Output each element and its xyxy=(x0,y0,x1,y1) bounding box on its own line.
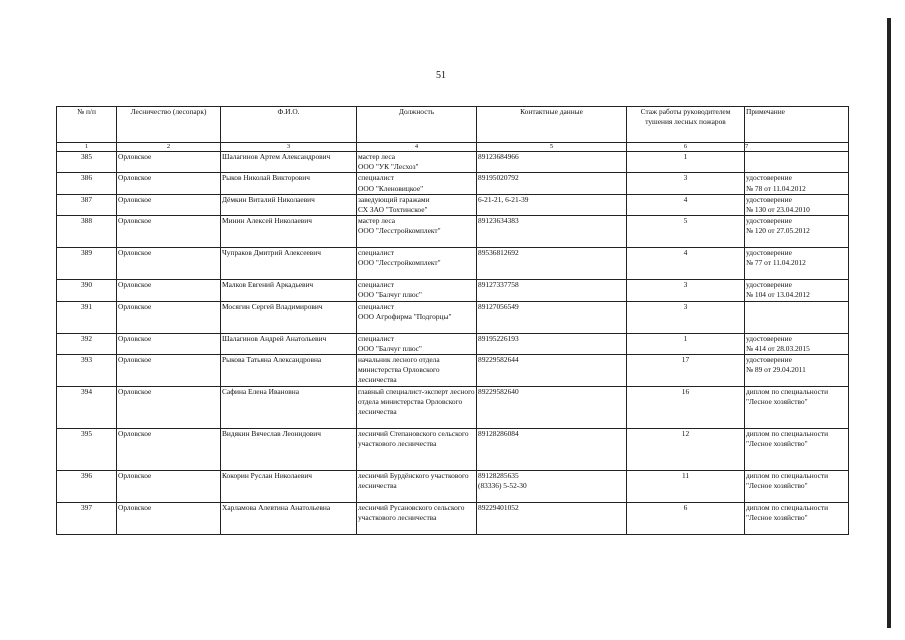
row-number: 392 xyxy=(57,333,117,354)
table-row xyxy=(57,152,849,173)
note-cell: удостоверение № 414 от 28.03.2015 xyxy=(745,333,849,354)
forestry-cell: Орловское xyxy=(117,194,221,215)
note-cell: удостоверение № 120 от 27.05.2012 xyxy=(745,216,849,248)
full-name-cell: Чупраков Дмитрий Алексеевич xyxy=(221,248,357,280)
full-name-cell: Рыков Николай Викторович xyxy=(221,173,357,194)
page-edge-bar xyxy=(887,18,891,628)
position-cell: мастер леса ООО "Лесстройкомплект" xyxy=(357,216,477,248)
column-index: 4 xyxy=(357,143,477,152)
position-cell: специалист ООО "Лесстройкомплект" xyxy=(357,248,477,280)
table-row xyxy=(57,333,849,354)
table-row xyxy=(57,248,849,280)
table-row xyxy=(57,429,849,471)
forestry-cell: Орловское xyxy=(117,333,221,354)
full-name-cell: Дёмкин Виталий Николаевич xyxy=(221,194,357,215)
full-name-cell: Рыкова Татьяна Александровна xyxy=(221,355,357,387)
column-index: 3 xyxy=(221,143,357,152)
table-row xyxy=(57,280,849,301)
header-contacts: Контактные данные xyxy=(477,107,627,143)
experience-cell: 3 xyxy=(627,280,745,301)
full-name-cell: Минин Алексей Николаевич xyxy=(221,216,357,248)
note-cell: удостоверение № 89 от 29.04.2011 xyxy=(745,355,849,387)
column-index: 1 xyxy=(57,143,117,152)
full-name-cell: Кокорин Руслан Николаевич xyxy=(221,471,357,503)
experience-cell: 3 xyxy=(627,173,745,194)
row-number: 387 xyxy=(57,194,117,215)
note-cell: удостоверение № 104 от 13.04.2012 xyxy=(745,280,849,301)
full-name-cell: Сафина Елена Ивановна xyxy=(221,387,357,429)
experience-cell: 17 xyxy=(627,355,745,387)
contacts-cell: 89127056549 xyxy=(477,301,627,333)
experience-cell: 12 xyxy=(627,429,745,471)
header-number: № п/п xyxy=(57,107,117,143)
table-row xyxy=(57,216,849,248)
row-number: 393 xyxy=(57,355,117,387)
table-row xyxy=(57,301,849,333)
note-cell xyxy=(745,301,849,333)
contacts-cell: 89229582644 xyxy=(477,355,627,387)
position-cell: специалист ООО "Кленовицкое" xyxy=(357,173,477,194)
position-cell: специалист ООО "Балчуг плюс" xyxy=(357,280,477,301)
column-index: 2 xyxy=(117,143,221,152)
note-cell: удостоверение № 78 от 11.04.2012 xyxy=(745,173,849,194)
position-cell: главный специалист-эксперт лесного отдела министерства Орловского лесничества xyxy=(357,387,477,429)
full-name-cell: Видякин Вячеслав Леонидович xyxy=(221,429,357,471)
position-cell: заведующий гаражами СХ ЗАО "Тохтинское" xyxy=(357,194,477,215)
contacts-cell: 89128285635 (83336) 5-52-30 xyxy=(477,471,627,503)
full-name-cell: Шалагинов Артем Александрович xyxy=(221,152,357,173)
position-cell: лесничий Русановского сельского участкового лесничества xyxy=(357,503,477,535)
full-name-cell: Малков Евгений Аркадьевич xyxy=(221,280,357,301)
note-cell xyxy=(745,152,849,173)
note-cell: удостоверение № 130 от 23.04.2010 xyxy=(745,194,849,215)
position-cell: специалист ООО Агрофирма "Подгорцы" xyxy=(357,301,477,333)
staff-table xyxy=(56,106,849,535)
forestry-cell: Орловское xyxy=(117,301,221,333)
experience-cell: 6 xyxy=(627,503,745,535)
experience-cell: 11 xyxy=(627,471,745,503)
full-name-cell: Мосягин Сергей Владимирович xyxy=(221,301,357,333)
header-experience: Стаж работы руководителем тушения лесных пожаров xyxy=(627,107,745,143)
experience-cell: 1 xyxy=(627,152,745,173)
forestry-cell: Орловское xyxy=(117,248,221,280)
forestry-cell: Орловское xyxy=(117,387,221,429)
row-number: 396 xyxy=(57,471,117,503)
note-cell: диплом по специальности "Лесное хозяйство" xyxy=(745,471,849,503)
forestry-cell: Орловское xyxy=(117,471,221,503)
experience-cell: 5 xyxy=(627,216,745,248)
header-note: Примечание xyxy=(745,107,849,143)
table-row xyxy=(57,194,849,215)
contacts-cell: 89128286084 xyxy=(477,429,627,471)
page-number: 51 xyxy=(436,70,446,81)
note-cell: диплом по специальности "Лесное хозяйство" xyxy=(745,429,849,471)
row-number: 391 xyxy=(57,301,117,333)
position-cell: лесничий Бурдёнского участкового лесничества xyxy=(357,471,477,503)
forestry-cell: Орловское xyxy=(117,429,221,471)
experience-cell: 3 xyxy=(627,301,745,333)
forestry-cell: Орловское xyxy=(117,216,221,248)
column-index: 6 xyxy=(627,143,745,152)
contacts-cell: 89536812692 xyxy=(477,248,627,280)
contacts-cell: 89127337758 xyxy=(477,280,627,301)
row-number: 394 xyxy=(57,387,117,429)
experience-cell: 1 xyxy=(627,333,745,354)
experience-cell: 16 xyxy=(627,387,745,429)
column-index: 5 xyxy=(477,143,627,152)
row-number: 395 xyxy=(57,429,117,471)
contacts-cell: 89195020792 xyxy=(477,173,627,194)
note-cell: удостоверение № 77 от 11.04.2012 xyxy=(745,248,849,280)
contacts-cell: 89229401052 xyxy=(477,503,627,535)
forestry-cell: Орловское xyxy=(117,355,221,387)
header-name: Ф.И.О. xyxy=(221,107,357,143)
contacts-cell: 89123684966 xyxy=(477,152,627,173)
row-number: 385 xyxy=(57,152,117,173)
header-forestry: Лесничество (лесопарк) xyxy=(117,107,221,143)
full-name-cell: Шалагинов Андрей Анатольевич xyxy=(221,333,357,354)
forestry-cell: Орловское xyxy=(117,173,221,194)
note-cell: диплом по специальности "Лесное хозяйство" xyxy=(745,503,849,535)
column-index: 7 xyxy=(745,143,849,152)
contacts-cell: 89123634383 xyxy=(477,216,627,248)
contacts-cell: 89229582640 xyxy=(477,387,627,429)
contacts-cell: 89195226193 xyxy=(477,333,627,354)
contacts-cell: 6-21-21, 6-21-39 xyxy=(477,194,627,215)
table-row xyxy=(57,387,849,429)
position-cell: специалист ООО "Балчуг плюс" xyxy=(357,333,477,354)
experience-cell: 4 xyxy=(627,194,745,215)
forestry-cell: Орловское xyxy=(117,503,221,535)
table-row xyxy=(57,355,849,387)
experience-cell: 4 xyxy=(627,248,745,280)
row-number: 390 xyxy=(57,280,117,301)
position-cell: лесничий Степановского сельского участкового лесничества xyxy=(357,429,477,471)
note-cell: диплом по специальности "Лесное хозяйство" xyxy=(745,387,849,429)
table-row xyxy=(57,173,849,194)
full-name-cell: Харламова Алевтина Анатольевна xyxy=(221,503,357,535)
row-number: 397 xyxy=(57,503,117,535)
position-cell: мастер леса ООО "УК "Лесхоз" xyxy=(357,152,477,173)
row-number: 389 xyxy=(57,248,117,280)
forestry-cell: Орловское xyxy=(117,152,221,173)
table-row xyxy=(57,471,849,503)
row-number: 388 xyxy=(57,216,117,248)
row-number: 386 xyxy=(57,173,117,194)
position-cell: начальник лесного отдела министерства Орловского лесничества xyxy=(357,355,477,387)
header-position: Должность xyxy=(357,107,477,143)
table-row xyxy=(57,503,849,535)
forestry-cell: Орловское xyxy=(117,280,221,301)
